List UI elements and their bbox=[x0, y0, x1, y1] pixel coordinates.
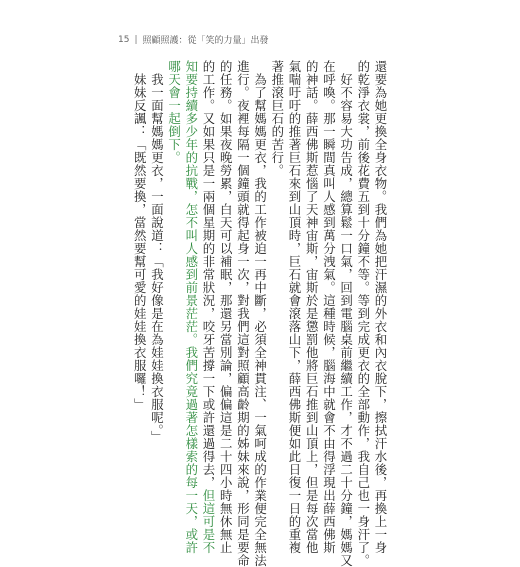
text-segment: 好不容易大功告成，總算鬆一口氣，回到電腦桌前繼續工作，才不過二十分鐘，媽媽又 bbox=[338, 60, 354, 567]
text-column bbox=[166, 60, 182, 480]
running-title: 照顧照護：從「笑的力量」出發 bbox=[142, 36, 269, 46]
text-segment: 在呼喚。那一瞬間真叫人感到萬分洩氣。這種時候，腦海中就會不由得浮現出薛西佛斯 bbox=[321, 60, 337, 554]
text-segment: 的工作。又如果只是一兩個星期的非常狀況，咬牙苦撐一下或許還過得去， bbox=[201, 60, 216, 489]
highlighted-text: 知要持續多少年的抗戰，怎不叫人感到前景茫茫。我們究竟過著怎樣索的每一天，或許 bbox=[183, 60, 199, 554]
header-separator: | bbox=[134, 34, 138, 45]
text-segment: 的任務。如果夜晚勞累，白天可以補眠，那還另當別論，偏偏這是二十四小時無休無止 bbox=[218, 60, 234, 554]
text-column bbox=[252, 60, 268, 567]
text-column bbox=[217, 60, 234, 554]
text-segment: 還要為她更換全身衣物。我們為她把汗濕的外衣和內衣脫下，擦拭汗水後，再換上一身 bbox=[373, 60, 388, 554]
text-segment: 著推滾巨石的苦行。 bbox=[269, 60, 285, 177]
text-column bbox=[303, 60, 320, 554]
highlighted-text: 但這可是不 bbox=[201, 489, 216, 554]
text-column bbox=[320, 60, 337, 554]
text-segment: 的神話。薛西佛斯惹惱了天神宙斯，宙斯於是懲罰他將巨石推到山頂上，但是每次當他 bbox=[304, 60, 320, 554]
text-segment: 我一面幫媽媽更衣，一面說道：「我好像是在為娃娃換衣服呢。」 bbox=[149, 60, 165, 444]
text-column bbox=[183, 60, 199, 554]
text-segment: 進行。夜裡每隔一個鐘頭就得起身一次，對我們這對照顧高齡期的姊妹來說，形同是要命 bbox=[235, 60, 251, 567]
highlighted-text: 哪天會一起倒下。 bbox=[166, 60, 182, 164]
text-column bbox=[286, 60, 302, 554]
text-column bbox=[355, 60, 371, 567]
text-column bbox=[200, 60, 216, 554]
text-column bbox=[269, 60, 285, 480]
page-number: 15 bbox=[118, 34, 130, 45]
text-column bbox=[148, 60, 164, 480]
text-segment: 的乾淨衣裳，前後花費五到十分鐘不等。等到完成更衣的全部動作，我自己也一身汗了。 bbox=[355, 60, 371, 567]
text-column bbox=[234, 60, 251, 567]
text-column bbox=[338, 60, 354, 567]
text-column bbox=[131, 60, 147, 480]
text-segment: 氣喘吁吁的推著巨石來到山頂時，巨石就會滾落山下，薛西佛斯便如此日復一日的重複 bbox=[287, 60, 302, 554]
text-segment: 妹妹反諷：「既然要換，當然要幫可愛的娃娃換衣服囉！」 bbox=[132, 60, 148, 411]
text-column bbox=[372, 60, 388, 554]
text-segment: 為了幫媽媽更衣，我的工作被迫一再中斷，必須全神貫注、一氣呵成的作業便完全無法 bbox=[252, 60, 268, 567]
